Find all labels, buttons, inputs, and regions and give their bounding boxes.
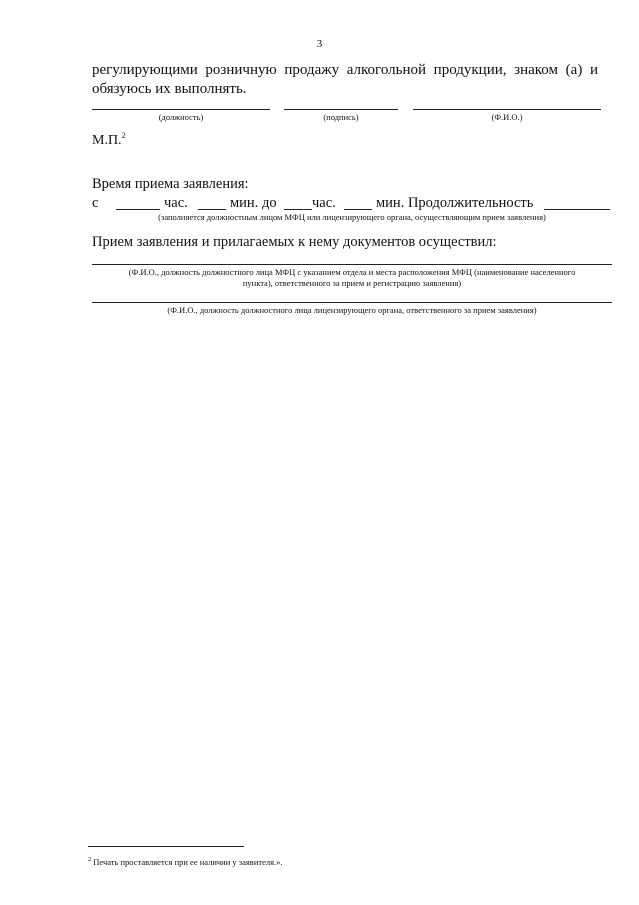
name-line (413, 109, 601, 110)
to-hours-blank[interactable] (284, 195, 312, 210)
page-number: 3 (316, 38, 323, 50)
position-caption: (должность) (158, 112, 204, 122)
paragraph-line-1: регулирующими розничную продажу алкогольной продукции, знаком (а) и (92, 62, 598, 78)
from-hours-blank[interactable] (116, 195, 160, 210)
accepted-by-heading: Прием заявления и прилагаемых к нему документов осуществил: (92, 234, 497, 250)
position-line (92, 109, 270, 110)
mfc-officer-line[interactable] (92, 264, 612, 265)
from-minutes-blank[interactable] (198, 195, 226, 210)
paragraph-line-2: обязуюсь их выполнять. (92, 81, 247, 97)
name-caption: (Ф.И.О.) (491, 112, 523, 122)
stamp-label: М.П.$^2$ (92, 131, 126, 148)
reception-time-heading: Время приема заявления: (92, 176, 249, 192)
licensing-caption: (Ф.И.О., должность должностного лица лицензирующего органа, ответственного за прием заявления) (167, 305, 537, 315)
mfc-caption-line-2: пункта), ответственного за прием и регистрацию заявления) (242, 278, 462, 288)
hours2-label: час. (312, 195, 336, 211)
footnote-text: Печать проставляется при ее наличии у заявителя.». (93, 857, 283, 867)
footnote (88, 856, 283, 867)
to-minutes-blank[interactable] (344, 195, 372, 210)
hours-label: час. (164, 195, 188, 211)
reception-time-caption: (заполняется должностным лицом МФЦ или лицензирующего органа, осуществляющим прием заявления) (158, 212, 546, 222)
duration-blank[interactable] (544, 195, 610, 210)
from-label: с (92, 195, 99, 211)
footnote-rule (88, 846, 244, 847)
footnote-number: 2 (88, 856, 92, 863)
duration-label: мин. Продолжительность (376, 195, 534, 211)
signature-caption: (подпись) (323, 112, 359, 122)
minutes-to-label: мин. до (230, 195, 277, 211)
stamp-footnote-ref: 2 (121, 131, 126, 140)
licensing-officer-line[interactable] (92, 302, 612, 303)
signature-line (284, 109, 398, 110)
mfc-caption-line-1: (Ф.И.О., должность должностного лица МФЦ с указанием отдела и места расположения МФЦ (наименование населенного (128, 267, 576, 277)
